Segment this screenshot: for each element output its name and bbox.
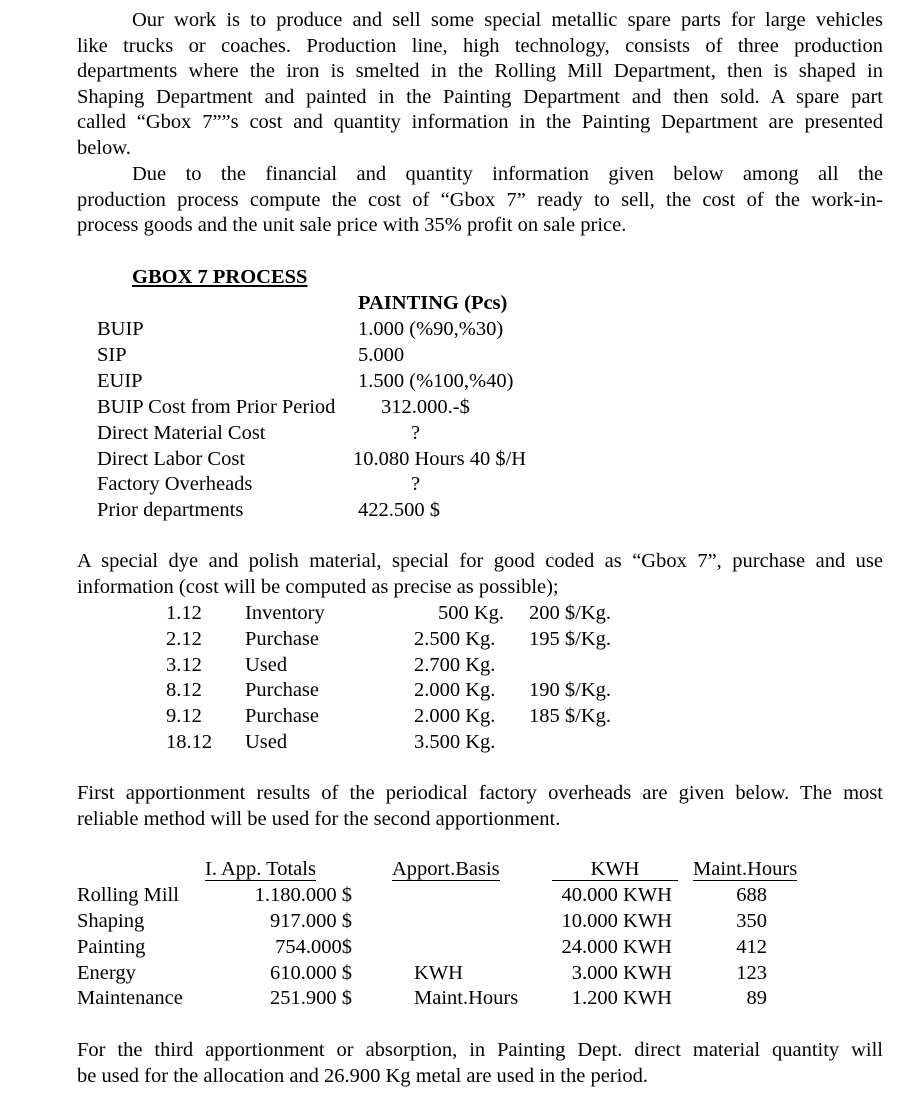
- overheads-header-basis: Apport.Basis: [392, 858, 500, 880]
- material-date: 2.12: [166, 628, 202, 650]
- process-value: 5.000: [358, 344, 405, 366]
- overheads-basis: Maint.Hours: [414, 987, 519, 1009]
- material-qty: 2.000 Kg.: [414, 679, 496, 701]
- overheads-total: 251.900 $: [270, 987, 352, 1009]
- overheads-hours: 688: [736, 884, 767, 906]
- overheads-header-hours: Maint.Hours: [693, 858, 798, 880]
- material-type: Purchase: [245, 679, 320, 701]
- intro-line: departments where the iron is smelted in the Rolling Mill Department, then is shaped in: [77, 60, 883, 83]
- material-date: 3.12: [166, 654, 202, 676]
- process-label: Prior departments: [97, 499, 244, 521]
- process-label: Factory Overheads: [97, 473, 253, 495]
- overheads-header-kwh-rule: [552, 880, 678, 881]
- process-label: Direct Labor Cost: [97, 448, 246, 470]
- process-title: GBOX 7 PROCESS: [132, 266, 308, 288]
- material-date: 8.12: [166, 679, 202, 701]
- intro-paragraph-1: [77, 8, 883, 162]
- overheads-kwh: 40.000 KWH: [561, 884, 672, 906]
- intro-line: called “Gbox 7””s cost and quantity information in the Painting Department are presented: [77, 111, 883, 134]
- intro-line: process goods and the unit sale price with 35% profit on sale price.: [77, 214, 627, 237]
- process-label: BUIP Cost from Prior Period: [97, 396, 336, 418]
- overheads-hours: 123: [736, 962, 767, 984]
- overheads-dept: Maintenance: [77, 987, 183, 1009]
- material-date: 9.12: [166, 705, 202, 727]
- intro-line: like trucks or coaches. Production line, high technology, consists of three production: [77, 34, 883, 57]
- material-qty: 2.700 Kg.: [414, 654, 496, 676]
- material-price: 200 $/Kg.: [529, 602, 611, 624]
- material-type: Used: [245, 654, 288, 676]
- material-qty: 2.000 Kg.: [414, 705, 496, 727]
- overheads-total: 610.000 $: [270, 962, 352, 984]
- process-value: ?: [411, 422, 421, 444]
- material-type: Purchase: [245, 705, 320, 727]
- material-type: Used: [245, 731, 288, 753]
- overheads-hours: 350: [736, 910, 767, 932]
- overheads-total: 917.000 $: [270, 910, 352, 932]
- overheads-hours: 89: [746, 987, 767, 1009]
- material-intro-line: information (cost will be computed as precise as possible);: [77, 575, 559, 598]
- process-column-header: PAINTING (Pcs): [358, 292, 508, 314]
- process-value: 1.000 (%90,%30): [358, 318, 504, 340]
- material-qty: 3.500 Kg.: [414, 731, 496, 753]
- intro-line: below.: [77, 136, 131, 159]
- overheads-intro-line: reliable method will be used for the second apportionment.: [77, 807, 561, 830]
- process-value: 422.500 $: [358, 499, 440, 521]
- process-value: 1.500 (%100,%40): [358, 370, 514, 392]
- overheads-header-kwh: KWH: [590, 858, 640, 880]
- overheads-total: 754.000$: [275, 936, 352, 958]
- closing-paragraph: [77, 1038, 883, 1089]
- overheads-kwh: 3.000 KWH: [571, 962, 672, 984]
- overheads-hours: 412: [736, 936, 767, 958]
- overheads-intro: [77, 781, 883, 832]
- overheads-dept: Energy: [77, 962, 136, 984]
- material-type: Purchase: [245, 628, 320, 650]
- intro-line: production process compute the cost of “Gbox 7” ready to sell, the cost of the work-in-: [77, 188, 883, 211]
- intro-line: Due to the financial and quantity information given below among all the: [132, 163, 883, 185]
- overheads-kwh: 10.000 KWH: [561, 910, 672, 932]
- process-value: ?: [411, 473, 421, 495]
- material-price: 190 $/Kg.: [529, 679, 611, 701]
- intro-line: Shaping Department and painted in the Painting Department and then sold. A spare part: [77, 85, 883, 108]
- overheads-dept: Shaping: [77, 910, 145, 932]
- overheads-intro-line: First apportionment results of the periodical factory overheads are given below. The most: [77, 782, 883, 804]
- material-date: 18.12: [166, 731, 213, 753]
- material-date: 1.12: [166, 602, 202, 624]
- closing-line: For the third apportionment or absorption, in Painting Dept. direct material quantity will: [77, 1039, 883, 1061]
- overheads-dept: Painting: [77, 936, 146, 958]
- overheads-dept: Rolling Mill: [77, 884, 179, 906]
- material-intro-line: A special dye and polish material, special for good coded as “Gbox 7”, purchase and use: [77, 550, 883, 572]
- process-label: SIP: [97, 344, 127, 366]
- material-qty: 2.500 Kg.: [414, 628, 496, 650]
- process-label: BUIP: [97, 318, 144, 340]
- closing-line: be used for the allocation and 26.900 Kg metal are used in the period.: [77, 1064, 648, 1087]
- process-value: 312.000.-$: [381, 396, 470, 418]
- process-label: EUIP: [97, 370, 143, 392]
- material-price: 185 $/Kg.: [529, 705, 611, 727]
- overheads-kwh: 1.200 KWH: [571, 987, 672, 1009]
- overheads-header-totals: I. App. Totals: [205, 858, 316, 880]
- overheads-total: 1.180.000 $: [254, 884, 352, 906]
- material-qty: 500 Kg.: [437, 602, 504, 624]
- material-price: 195 $/Kg.: [529, 628, 611, 650]
- overheads-kwh: 24.000 KWH: [561, 936, 672, 958]
- process-label: Direct Material Cost: [97, 422, 266, 444]
- intro-line: Our work is to produce and sell some special metallic spare parts for large vehicles: [132, 9, 883, 31]
- material-intro: [77, 549, 883, 600]
- process-value: 10.080 Hours 40 $/H: [353, 448, 527, 470]
- overheads-basis: KWH: [414, 962, 463, 984]
- intro-paragraph-2: [77, 162, 883, 239]
- material-type: Inventory: [245, 602, 325, 624]
